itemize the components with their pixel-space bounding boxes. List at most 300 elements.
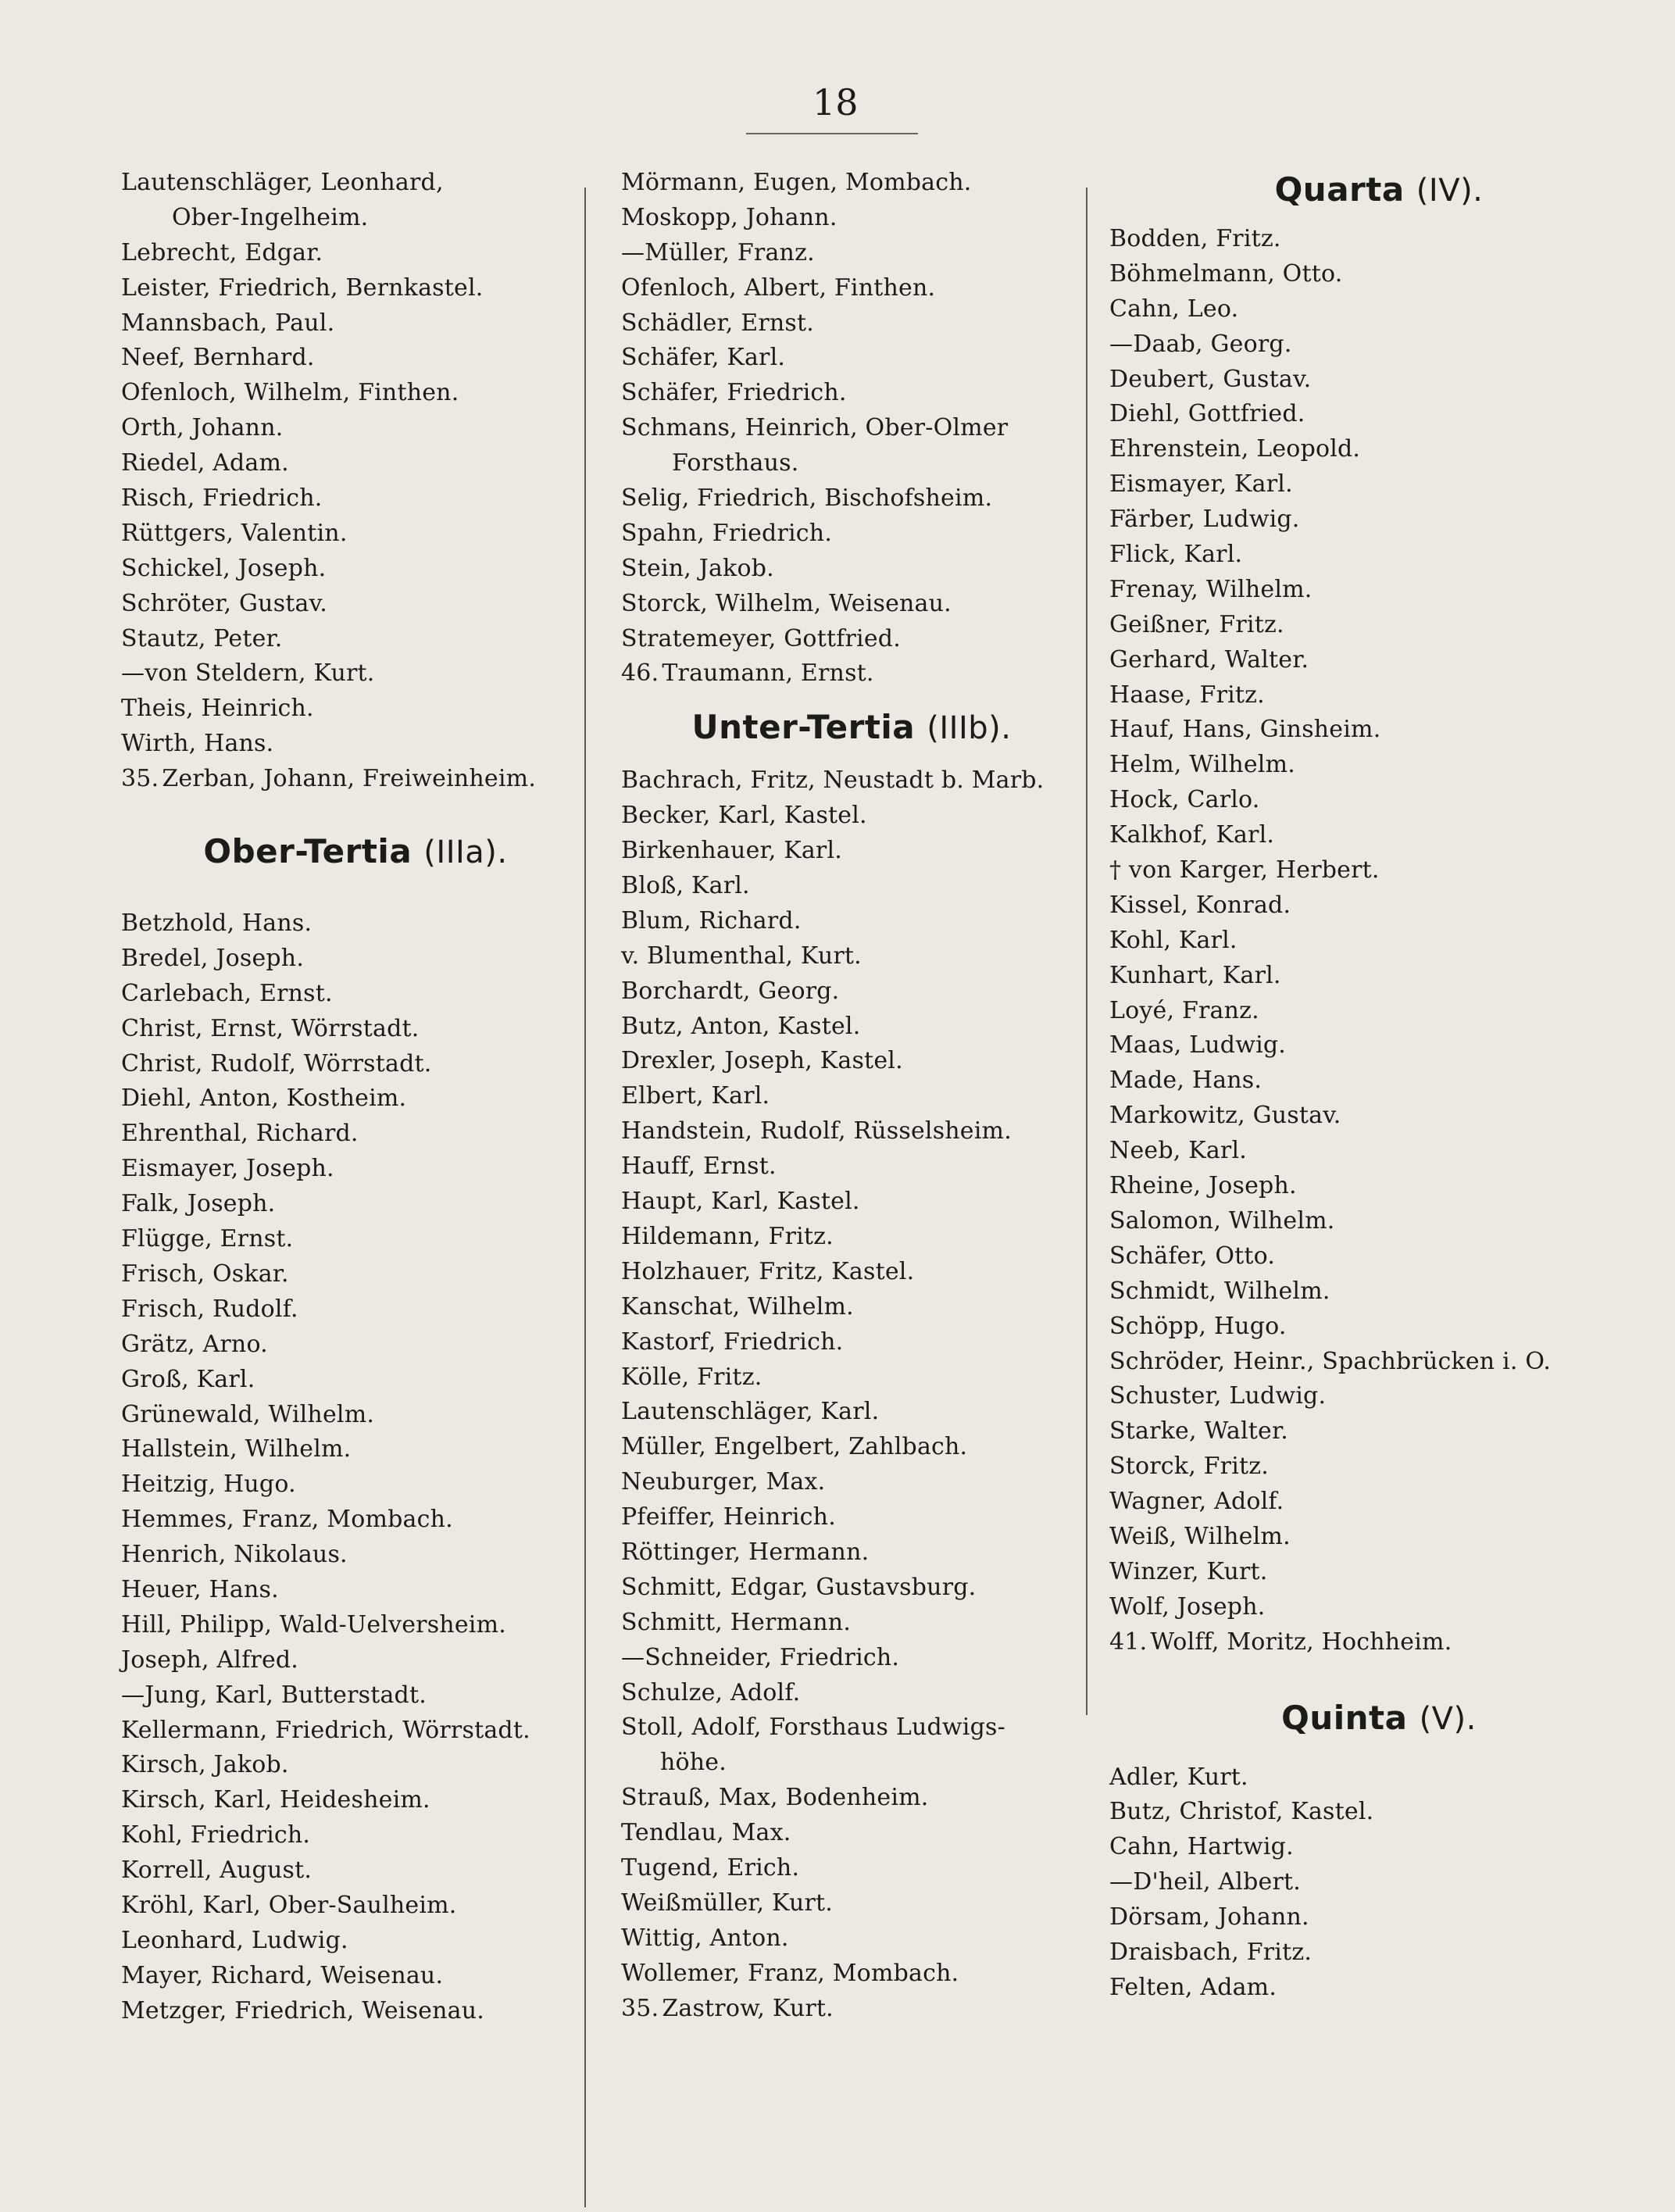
student-name: Frisch, Rudolf. — [121, 1295, 298, 1323]
student-name: Selig, Friedrich, Bischofsheim. — [621, 484, 993, 513]
student-name: Christ, Rudolf, Wörrstadt. — [121, 1049, 432, 1077]
student-entry — [1109, 1590, 1648, 1625]
student-name: Drexler, Joseph, Kastel. — [621, 1047, 903, 1075]
student-name: Frenay, Wilhelm. — [1109, 575, 1312, 603]
student-entry — [621, 1290, 1082, 1325]
student-name: Elbert, Karl. — [621, 1082, 770, 1110]
student-name: Heitzig, Hugo. — [121, 1470, 296, 1499]
student-entry — [1109, 1169, 1648, 1204]
student-name: Stoll, Adolf, Forsthaus Ludwigs- — [621, 1713, 1005, 1742]
student-name: Schröter, Gustav. — [121, 589, 327, 617]
student-entry — [621, 166, 1082, 201]
student-name: Metzger, Friedrich, Weisenau. — [121, 1996, 484, 2024]
student-entry — [121, 1363, 590, 1398]
student-name: Neef, Bernhard. — [121, 344, 315, 372]
student-entry — [1109, 713, 1648, 748]
student-name: Weißmüller, Kurt. — [621, 1889, 834, 1917]
student-entry — [1109, 502, 1648, 538]
student-entry — [621, 904, 1082, 939]
student-name: Zerban, Johann, Freiweinheim. — [162, 765, 537, 793]
student-entry — [621, 481, 1082, 516]
student-entry — [1109, 1830, 1648, 1865]
student-entry — [621, 1992, 1082, 2027]
student-entry — [1109, 1099, 1648, 1134]
right-block-2 — [1109, 1760, 1648, 2006]
page-number-rule — [746, 133, 918, 134]
student-entry — [1109, 257, 1648, 292]
student-entry — [1109, 1414, 1648, 1449]
student-name: Rüttgers, Valentin. — [121, 519, 348, 547]
student-name: Kissel, Konrad. — [1109, 891, 1291, 919]
student-entry — [121, 942, 590, 977]
student-entry — [121, 1257, 590, 1292]
student-name: Grätz, Arno. — [121, 1330, 268, 1358]
student-name: Lautenschläger, Leonhard, — [121, 169, 444, 196]
student-entry — [621, 869, 1082, 904]
student-name: Risch, Friedrich. — [121, 484, 323, 513]
student-entry — [1109, 748, 1648, 783]
student-entry — [121, 481, 590, 516]
student-entry — [1109, 1935, 1648, 1971]
student-entry — [621, 1641, 1082, 1676]
student-entry — [121, 906, 590, 942]
student-entry — [621, 1851, 1082, 1886]
student-entry — [121, 201, 590, 236]
student-entry — [121, 1222, 590, 1257]
middle-column — [621, 166, 1082, 2026]
student-entry — [621, 1606, 1082, 1641]
right-block-1 — [1109, 222, 1648, 1660]
student-name: Betzhold, Hans. — [121, 909, 312, 938]
class-heading-roman: (V). — [1419, 1700, 1477, 1737]
student-name: Geißner, Fritz. — [1109, 610, 1284, 638]
student-name: Helm, Wilhelm. — [1109, 751, 1295, 779]
student-name: Rheine, Joseph. — [1109, 1172, 1297, 1200]
student-entry — [621, 1325, 1082, 1360]
student-name: Mörmann, Eugen, Mombach. — [621, 169, 972, 196]
student-name: Schädler, Ernst. — [621, 309, 814, 337]
student-entry — [1109, 1274, 1648, 1310]
student-name: Flick, Karl. — [1109, 541, 1243, 569]
student-name: Schmidt, Wilhelm. — [1109, 1277, 1330, 1305]
student-name: Becker, Karl, Kastel. — [621, 802, 867, 830]
student-name: Salomon, Wilhelm. — [1109, 1206, 1335, 1235]
student-name: Wittig, Anton. — [621, 1924, 789, 1952]
student-name: Schuster, Ludwig. — [1109, 1382, 1327, 1410]
student-entry — [621, 1079, 1082, 1114]
student-entry — [621, 236, 1082, 271]
student-name: Röttinger, Hermann. — [621, 1538, 870, 1566]
student-entry — [621, 1044, 1082, 1079]
student-entry — [1109, 853, 1648, 888]
student-name: Eismayer, Karl. — [1109, 470, 1293, 499]
student-name: —Müller, Franz. — [621, 238, 815, 266]
student-name: Holzhauer, Fritz, Kastel. — [621, 1257, 915, 1285]
student-entry — [1109, 1379, 1648, 1414]
class-heading-quarta — [1109, 158, 1648, 222]
student-name: Kirsch, Karl, Heidesheim. — [121, 1786, 430, 1814]
student-name: Riedel, Adam. — [121, 449, 289, 477]
student-entry — [121, 1081, 590, 1117]
student-name: Bodden, Fritz. — [1109, 225, 1281, 252]
student-name: Ofenloch, Albert, Finthen. — [621, 273, 936, 302]
student-entry — [1109, 1310, 1648, 1345]
student-name: Kanschat, Wilhelm. — [621, 1292, 854, 1320]
student-entry — [1109, 573, 1648, 608]
class-heading-ober-tertia — [121, 797, 590, 906]
student-name: Schäfer, Otto. — [1109, 1242, 1276, 1270]
student-entry — [621, 1149, 1082, 1185]
student-name: Schulze, Adolf. — [621, 1678, 801, 1706]
entry-count: 46. — [621, 659, 659, 688]
student-entry — [121, 1643, 590, 1678]
student-name: Diehl, Anton, Kostheim. — [121, 1085, 407, 1113]
student-name: Diehl, Gottfried. — [1109, 400, 1305, 428]
class-heading-quinta — [1109, 1660, 1648, 1760]
student-name: Bachrach, Fritz, Neustadt b. Marb. — [621, 767, 1045, 795]
student-name: Kalkhof, Karl. — [1109, 821, 1275, 849]
student-name: Neeb, Karl. — [1109, 1137, 1248, 1165]
student-entry — [621, 1710, 1082, 1746]
student-entry — [121, 1538, 590, 1573]
student-name: —Schneider, Friedrich. — [621, 1643, 900, 1671]
student-entry — [1109, 363, 1648, 398]
student-name: Schröder, Heinr., Spachbrücken i. O. — [1109, 1347, 1552, 1375]
student-entry — [1109, 994, 1648, 1029]
student-name: Ehrenthal, Richard. — [121, 1120, 359, 1148]
entry-count: 35. — [621, 1994, 659, 2022]
student-entry — [121, 977, 590, 1012]
student-entry — [1109, 222, 1648, 257]
student-name: Draisbach, Fritz. — [1109, 1938, 1312, 1966]
student-name: Tendlau, Max. — [621, 1819, 791, 1847]
middle-block-2 — [621, 763, 1082, 2026]
student-entry — [621, 306, 1082, 341]
class-heading-roman: (IIIa). — [423, 834, 508, 871]
student-entry — [121, 1889, 590, 1924]
student-entry — [621, 1676, 1082, 1711]
student-name: Groß, Karl. — [121, 1365, 255, 1393]
student-entry — [1109, 1204, 1648, 1239]
student-entry — [1109, 1795, 1648, 1830]
student-entry — [121, 552, 590, 587]
student-name: Borchardt, Georg. — [621, 977, 840, 1005]
student-entry — [121, 1467, 590, 1503]
student-entry — [121, 1012, 590, 1047]
student-entry — [121, 306, 590, 341]
student-entry — [621, 974, 1082, 1010]
student-name: Birkenhauer, Karl. — [621, 837, 843, 865]
student-name: Theis, Heinrich. — [121, 695, 314, 723]
student-name: Müller, Engelbert, Zahlbach. — [621, 1433, 968, 1461]
student-name: Kröhl, Karl, Ober-Saulheim. — [121, 1891, 457, 1919]
student-name: Korrell, August. — [121, 1856, 312, 1885]
student-entry — [621, 1430, 1082, 1465]
student-entry — [121, 587, 590, 622]
class-heading-name: Ober-Tertia — [203, 832, 412, 871]
student-name: Moskopp, Johann. — [621, 203, 838, 231]
student-name: Made, Hans. — [1109, 1067, 1262, 1095]
student-name: Deubert, Gustav. — [1109, 365, 1312, 393]
student-name: Storck, Fritz. — [1109, 1453, 1270, 1481]
student-name: Felten, Adam. — [1109, 1973, 1277, 2001]
student-name: Strauß, Max, Bodenheim. — [621, 1784, 929, 1812]
student-name: Markowitz, Gustav. — [1109, 1102, 1341, 1130]
student-entry — [1109, 1449, 1648, 1485]
student-name: —Jung, Karl, Butterstadt. — [121, 1681, 427, 1709]
student-entry — [621, 1220, 1082, 1255]
student-name: Wolff, Moritz, Hochheim. — [1150, 1628, 1452, 1656]
student-entry — [621, 1114, 1082, 1149]
student-entry — [1109, 1028, 1648, 1063]
student-name: Färber, Ludwig. — [1109, 506, 1300, 534]
class-heading-name: Quarta — [1274, 170, 1405, 209]
student-entry — [1109, 1239, 1648, 1274]
student-name: Hallstein, Wilhelm. — [121, 1435, 352, 1463]
student-entry — [621, 376, 1082, 411]
student-name: Kastorf, Friedrich. — [621, 1328, 844, 1356]
student-name: Storck, Wilhelm, Weisenau. — [621, 589, 952, 617]
student-entry — [621, 1465, 1082, 1500]
student-entry — [1109, 1971, 1648, 2006]
student-name: Grünewald, Wilhelm. — [121, 1400, 375, 1428]
student-entry — [121, 1573, 590, 1608]
student-entry — [1109, 888, 1648, 924]
student-entry — [1109, 643, 1648, 678]
student-name: Starke, Walter. — [1109, 1417, 1288, 1445]
student-entry — [621, 763, 1082, 799]
student-name: Heuer, Hans. — [121, 1575, 279, 1603]
student-name: Traumann, Ernst. — [662, 659, 874, 688]
student-entry — [1109, 538, 1648, 573]
student-entry — [621, 201, 1082, 236]
student-entry — [1109, 1865, 1648, 1900]
student-entry — [1109, 467, 1648, 502]
student-name: Kellermann, Friedrich, Wörrstadt. — [121, 1716, 530, 1744]
student-entry — [121, 1678, 590, 1713]
student-entry — [1109, 678, 1648, 713]
student-name: Weiß, Wilhelm. — [1109, 1522, 1291, 1550]
student-entry — [621, 552, 1082, 587]
student-name: Kohl, Friedrich. — [121, 1821, 311, 1849]
student-name: Eismayer, Joseph. — [121, 1155, 334, 1183]
student-name: Hemmes, Franz, Mombach. — [121, 1506, 453, 1534]
student-entry — [621, 411, 1082, 446]
student-name: —D'heil, Albert. — [1109, 1868, 1301, 1896]
class-heading-unter-tertia — [621, 691, 1082, 763]
student-name: Stein, Jakob. — [621, 554, 774, 582]
student-name: Schäfer, Karl. — [621, 344, 786, 372]
student-entry — [621, 1886, 1082, 1921]
student-entry — [1109, 1900, 1648, 1935]
student-entry — [621, 1500, 1082, 1535]
class-heading-roman: (IV). — [1416, 173, 1484, 209]
student-name: Kirsch, Jakob. — [121, 1751, 289, 1779]
student-entry — [621, 799, 1082, 834]
right-column — [1109, 166, 1648, 2006]
student-name: Pfeiffer, Heinrich. — [621, 1503, 836, 1531]
student-entry — [121, 1328, 590, 1363]
student-entry — [121, 1152, 590, 1187]
student-entry — [621, 1956, 1082, 1992]
student-name: Carlebach, Ernst. — [121, 979, 333, 1007]
student-entry — [121, 1713, 590, 1749]
student-name: Kölle, Fritz. — [621, 1363, 762, 1391]
student-entry — [121, 1748, 590, 1783]
student-entry — [1109, 327, 1648, 363]
student-entry — [121, 376, 590, 411]
student-entry — [621, 656, 1082, 691]
student-name: Blum, Richard. — [621, 906, 802, 934]
student-entry — [121, 1994, 590, 2029]
student-name: Mannsbach, Paul. — [121, 309, 335, 337]
student-entry — [121, 1783, 590, 1818]
student-entry — [121, 271, 590, 306]
student-entry — [121, 236, 590, 271]
student-entry — [1109, 1625, 1648, 1660]
student-entry — [121, 446, 590, 481]
student-name: † von Karger, Herbert. — [1109, 856, 1380, 884]
student-name: Ehrenstein, Leopold. — [1109, 435, 1361, 463]
student-entry — [621, 1360, 1082, 1395]
student-entry — [1109, 1555, 1648, 1590]
student-entry — [621, 587, 1082, 622]
student-entry — [121, 1818, 590, 1853]
student-name: Butz, Christof, Kastel. — [1109, 1798, 1374, 1826]
student-name: Zastrow, Kurt. — [662, 1994, 834, 2022]
student-entry — [621, 1010, 1082, 1045]
student-name: Schmitt, Hermann. — [621, 1608, 852, 1636]
student-entry — [1109, 818, 1648, 853]
student-entry — [121, 622, 590, 657]
student-entry — [121, 411, 590, 446]
class-heading-roman: (IIIb). — [927, 710, 1012, 747]
student-name: Stratemeyer, Gottfried. — [621, 624, 901, 652]
student-entry — [621, 271, 1082, 306]
student-name: Hauf, Hans, Ginsheim. — [1109, 716, 1381, 744]
student-name: Bredel, Joseph. — [121, 944, 305, 972]
student-entry — [121, 1117, 590, 1152]
class-heading-name: Unter-Tertia — [691, 708, 916, 747]
student-entry — [121, 1853, 590, 1889]
student-name: Dörsam, Johann. — [1109, 1903, 1309, 1931]
student-entry — [621, 622, 1082, 657]
student-name: Mayer, Richard, Weisenau. — [121, 1961, 444, 1989]
student-name: Böhmelmann, Otto. — [1109, 259, 1343, 288]
student-name: Lautenschläger, Karl. — [621, 1398, 880, 1426]
student-name: Adler, Kurt. — [1109, 1763, 1248, 1791]
student-entry — [621, 516, 1082, 552]
entry-count: 41. — [1109, 1628, 1148, 1656]
student-name: Kohl, Karl. — [1109, 926, 1238, 954]
student-name: Leonhard, Ludwig. — [121, 1926, 348, 1954]
student-name: Haase, Fritz. — [1109, 681, 1265, 709]
student-name: Leister, Friedrich, Bernkastel. — [121, 273, 484, 302]
student-name: Schmans, Heinrich, Ober-Olmer — [621, 414, 1009, 442]
student-entry — [621, 1746, 1082, 1781]
student-name: Hildemann, Fritz. — [621, 1222, 834, 1250]
student-entry — [121, 727, 590, 762]
student-name: Wollemer, Franz, Mombach. — [621, 1959, 959, 1987]
student-name: Wolf, Joseph. — [1109, 1592, 1266, 1621]
student-entry — [621, 1816, 1082, 1851]
student-name: Schickel, Joseph. — [121, 554, 327, 582]
student-entry — [1109, 783, 1648, 818]
student-name: Hill, Philipp, Wald-Uelversheim. — [121, 1610, 506, 1638]
student-name: Hock, Carlo. — [1109, 786, 1260, 814]
student-entry — [121, 1047, 590, 1082]
student-name: Falk, Joseph. — [121, 1190, 276, 1218]
student-name: Loyé, Franz. — [1109, 996, 1259, 1024]
student-entry — [121, 762, 590, 797]
class-heading-name: Quinta — [1281, 1698, 1408, 1737]
student-entry — [1109, 1520, 1648, 1555]
student-entry — [1109, 432, 1648, 467]
student-name: v. Blumenthal, Kurt. — [621, 942, 862, 970]
student-name: Frisch, Oskar. — [121, 1260, 289, 1288]
entry-count: 35. — [121, 765, 159, 793]
student-entry — [621, 1255, 1082, 1290]
left-block-1 — [121, 166, 590, 797]
student-name: Handstein, Rudolf, Rüsselsheim. — [621, 1117, 1012, 1145]
student-name: Kunhart, Karl. — [1109, 961, 1281, 989]
student-name: Gerhard, Walter. — [1109, 645, 1309, 674]
student-entry — [1109, 924, 1648, 959]
student-name: Henrich, Nikolaus. — [121, 1541, 348, 1569]
student-name: Flügge, Ernst. — [121, 1225, 294, 1253]
student-entry — [121, 516, 590, 552]
student-entry — [621, 1921, 1082, 1956]
student-name: Ober-Ingelheim. — [172, 203, 369, 231]
student-name: Joseph, Alfred. — [121, 1646, 299, 1674]
student-entry — [621, 1395, 1082, 1430]
student-entry — [1109, 1345, 1648, 1380]
student-name: Butz, Anton, Kastel. — [621, 1012, 861, 1040]
student-name: Stautz, Peter. — [121, 624, 283, 652]
student-name: Spahn, Friedrich. — [621, 519, 833, 547]
student-entry — [121, 1924, 590, 1959]
student-entry — [621, 1535, 1082, 1571]
student-name: Ofenloch, Wilhelm, Finthen. — [121, 379, 459, 407]
student-name: Maas, Ludwig. — [1109, 1031, 1287, 1060]
student-name: Schöpp, Hugo. — [1109, 1312, 1287, 1340]
student-entry — [1109, 1063, 1648, 1099]
student-name: Neuburger, Max. — [621, 1468, 826, 1496]
student-name: Christ, Ernst, Wörrstadt. — [121, 1014, 420, 1042]
student-entry — [121, 1959, 590, 1994]
student-entry — [621, 341, 1082, 376]
student-entry — [121, 1608, 590, 1643]
student-entry — [121, 341, 590, 376]
student-entry — [621, 1781, 1082, 1816]
student-entry — [621, 834, 1082, 869]
student-entry — [121, 1503, 590, 1538]
student-name: Winzer, Kurt. — [1109, 1557, 1268, 1585]
student-name: Cahn, Hartwig. — [1109, 1833, 1294, 1861]
student-entry — [1109, 608, 1648, 643]
student-entry — [121, 1187, 590, 1222]
student-entry — [1109, 292, 1648, 327]
student-name: Haupt, Karl, Kastel. — [621, 1188, 860, 1216]
student-entry — [121, 1432, 590, 1467]
student-entry — [1109, 1485, 1648, 1520]
page-number: 18 — [812, 81, 859, 123]
student-name: höhe. — [660, 1749, 727, 1777]
student-entry — [121, 656, 590, 691]
middle-block-1 — [621, 166, 1082, 691]
student-name: Forsthaus. — [672, 449, 799, 477]
left-column — [121, 166, 590, 2029]
